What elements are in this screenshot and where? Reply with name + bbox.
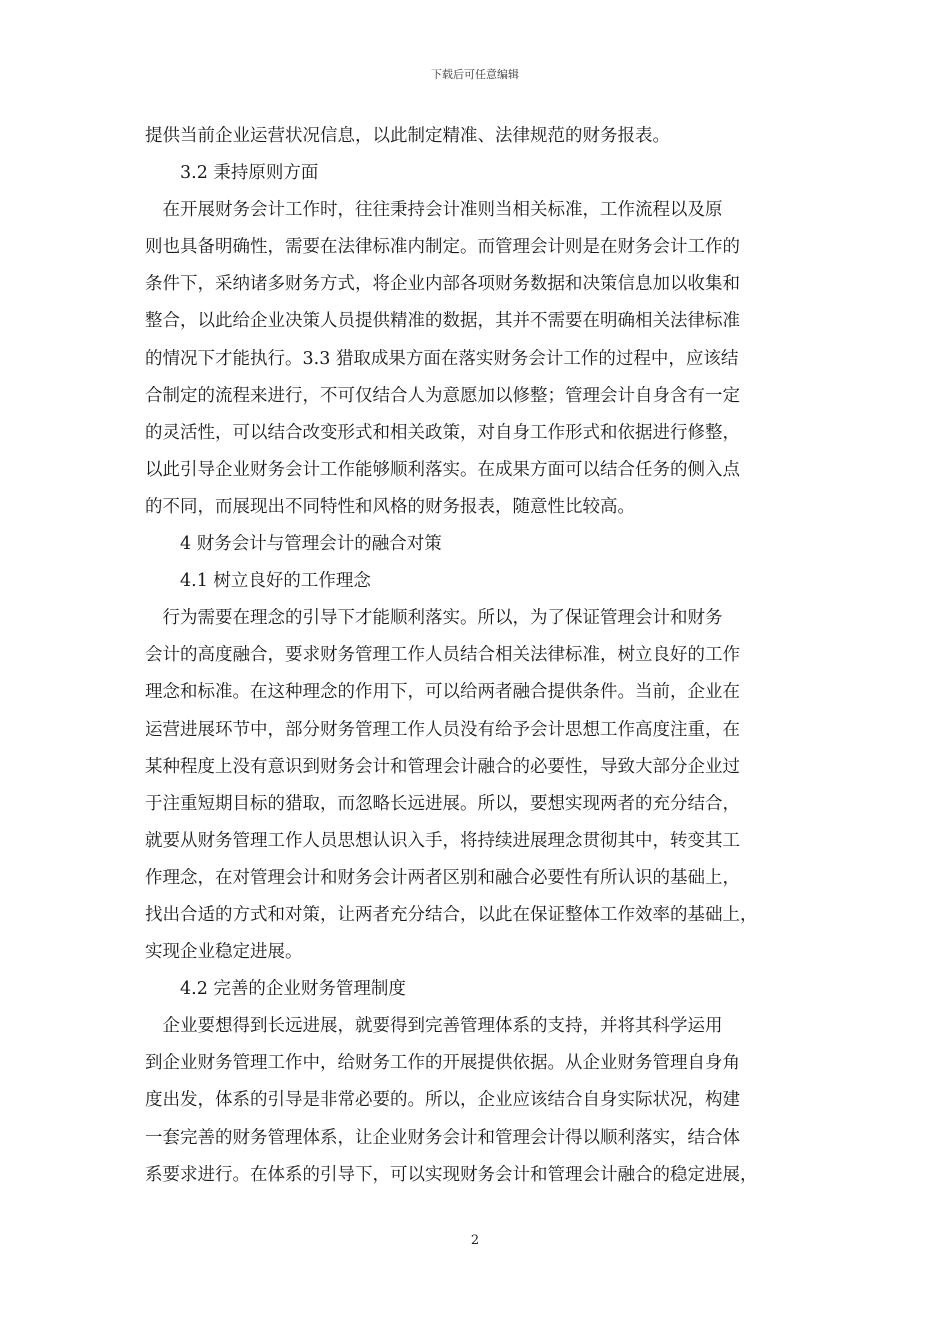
text-line: 会计的高度融合，要求财务管理工作人员结合相关法律标准，树立良好的工作 — [145, 645, 740, 666]
text-line: 提供当前企业运营状况信息，以此制定精准、法律规范的财务报表。 — [145, 126, 670, 146]
text-line: 合制定的流程来进行，不可仅结合人为意愿加以修整；管理会计自身含有一定 — [145, 385, 740, 406]
text-line: 度出发，体系的引导是非常必要的。所以，企业应该结合自身实际状况，构建 — [145, 1090, 740, 1111]
text-line: 行为需要在理念的引导下才能顺利落实。所以，为了保证管理会计和财务 — [145, 608, 723, 629]
text-line: 一套完善的财务管理体系，让企业财务会计和管理会计得以顺利落实，结合体 — [145, 1127, 740, 1148]
text-line: 运营进展环节中，部分财务管理工作人员没有给予会计思想工作高度注重，在 — [145, 719, 740, 740]
section-heading: 4 财务会计与管理会计的融合对策 — [180, 534, 442, 555]
text-line: 则也具备明确性，需要在法律标准内制定。而管理会计则是在财务会计工作的 — [145, 237, 740, 258]
text-line: 理念和标准。在这种理念的作用下，可以给两者融合提供条件。当前，企业在 — [145, 682, 740, 703]
text-line: 找出合适的方式和对策，让两者充分结合，以此在保证整体工作效率的基础上， — [145, 904, 758, 925]
section-heading: 4.2 完善的企业财务管理制度 — [180, 979, 406, 1000]
text-line: 企业要想得到长远进展，就要得到完善管理体系的支持，并将其科学运用 — [145, 1016, 723, 1037]
text-line: 到企业财务管理工作中，给财务工作的开展提供依据。从企业财务管理自身角 — [145, 1053, 740, 1074]
text-line: 系要求进行。在体系的引导下，可以实现财务会计和管理会计融合的稳定进展， — [145, 1164, 758, 1185]
text-line: 的灵活性，可以结合改变形式和相关政策，对自身工作形式和依据进行修整， — [145, 422, 740, 443]
text-line: 于注重短期目标的猎取，而忽略长远进展。所以，要想实现两者的充分结合， — [145, 793, 740, 814]
page-number: 2 — [470, 1233, 480, 1248]
text-line: 某种程度上没有意识到财务会计和管理会计融合的必要性，导致大部分企业过 — [145, 756, 740, 777]
text-line: 在开展财务会计工作时，往往秉持会计准则当相关标准，工作流程以及原 — [145, 200, 723, 221]
header-note: 下载后可任意编辑 — [431, 68, 519, 81]
text-line: 的不同，而展现出不同特性和风格的财务报表，随意性比较高。 — [145, 496, 635, 517]
text-line: 整合，以此给企业决策人员提供精准的数据，其并不需要在明确相关法律标准 — [145, 311, 740, 332]
text-line: 实现企业稳定进展。 — [145, 942, 303, 963]
text-line: 条件下，采纳诸多财务方式，将企业内部各项财务数据和决策信息加以收集和 — [145, 274, 740, 295]
text-line: 的情况下才能执行。3.3 猎取成果方面在落实财务会计工作的过程中，应该结 — [145, 348, 739, 369]
text-line: 以此引导企业财务会计工作能够顺利落实。在成果方面可以结合任务的侧入点 — [145, 459, 740, 480]
body-text — [145, 118, 825, 1194]
section-heading: 4.1 树立良好的工作理念 — [180, 571, 371, 592]
section-heading: 3.2 秉持原则方面 — [180, 163, 319, 184]
text-line: 作理念，在对管理会计和财务会计两者区别和融合必要性有所认识的基础上， — [145, 867, 740, 888]
text-line: 就要从财务管理工作人员思想认识入手，将持续进展理念贯彻其中，转变其工 — [145, 830, 740, 851]
